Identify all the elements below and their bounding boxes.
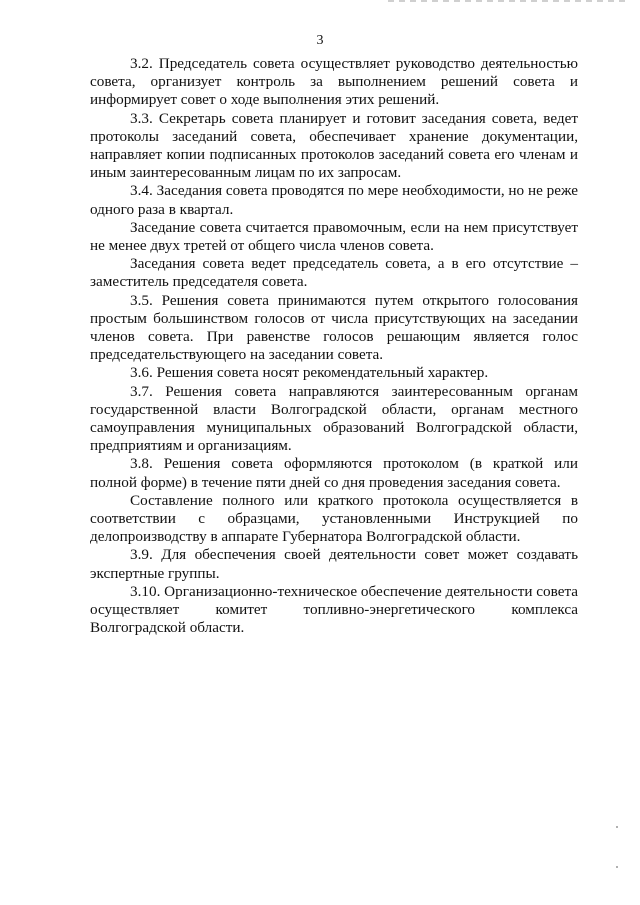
- paragraph-chairing: Заседания совета ведет председатель совета, а в его отсутствие – заместитель председателя совета.: [90, 255, 578, 291]
- paragraph-3-2: 3.2. Председатель совета осуществляет руководство деятельностью совета, организует контроль за выполнением решений совета и информирует совет о ходе выполнения этих решений.: [90, 55, 578, 109]
- paragraph-protocol: Составление полного или краткого протокола осуществляется в соответствии с образцами, установленными Инструкцией по делопроизводству в аппарате Губернатора Волгоградской области.: [90, 491, 578, 546]
- paragraph-3-9: 3.9. Для обеспечения своей деятельности совет может создавать экспертные группы.: [90, 546, 578, 582]
- paragraph-3-8: 3.8. Решения совета оформляются протоколом (в краткой или полной форме) в течение пяти дней со дня проведения заседания совета.: [90, 455, 578, 491]
- page-number: 3: [316, 33, 324, 48]
- paragraph-3-4: 3.4. Заседания совета проводятся по мере необходимости, но не реже одного раза в квартал.: [90, 182, 578, 218]
- paragraph-3-7: 3.7. Решения совета направляются заинтересованным органам государственной власти Волгоградской области, органам местного самоуправления муниципальных образований Волгоградской области, предприятиям и организациям.: [90, 382, 578, 455]
- paragraph-3-5: 3.5. Решения совета принимаются путем открытого голосования простым большинством голосов от числа присутствующих на заседании членов совета. При равенстве голосов решающим является голос председательствующего на заседании совета.: [90, 291, 578, 364]
- paragraph-3-10: 3.10. Организационно-техническое обеспечение деятельности совета осуществляет комитет топливно-энергетического комплекса Волгоградской области.: [90, 582, 579, 637]
- scan-header-artifact: [388, 0, 628, 2]
- paragraph-3-6: 3.6. Решения совета носят рекомендательный характер.: [130, 364, 489, 382]
- document-body: [90, 55, 578, 638]
- paragraph-3-3: 3.3. Секретарь совета планирует и готовит заседания совета, ведет протоколы заседаний совета, обеспечивает хранение документации, направляет копии подписанных протоколов заседаний совета его членам и иным заинтересованным лицам по их запросам.: [90, 109, 578, 182]
- scan-speck: [616, 866, 618, 868]
- paragraph-quorum: Заседание совета считается правомочным, если на нем присутствует не менее двух третей от общего числа членов совета.: [90, 218, 578, 255]
- scan-speck: [616, 826, 618, 828]
